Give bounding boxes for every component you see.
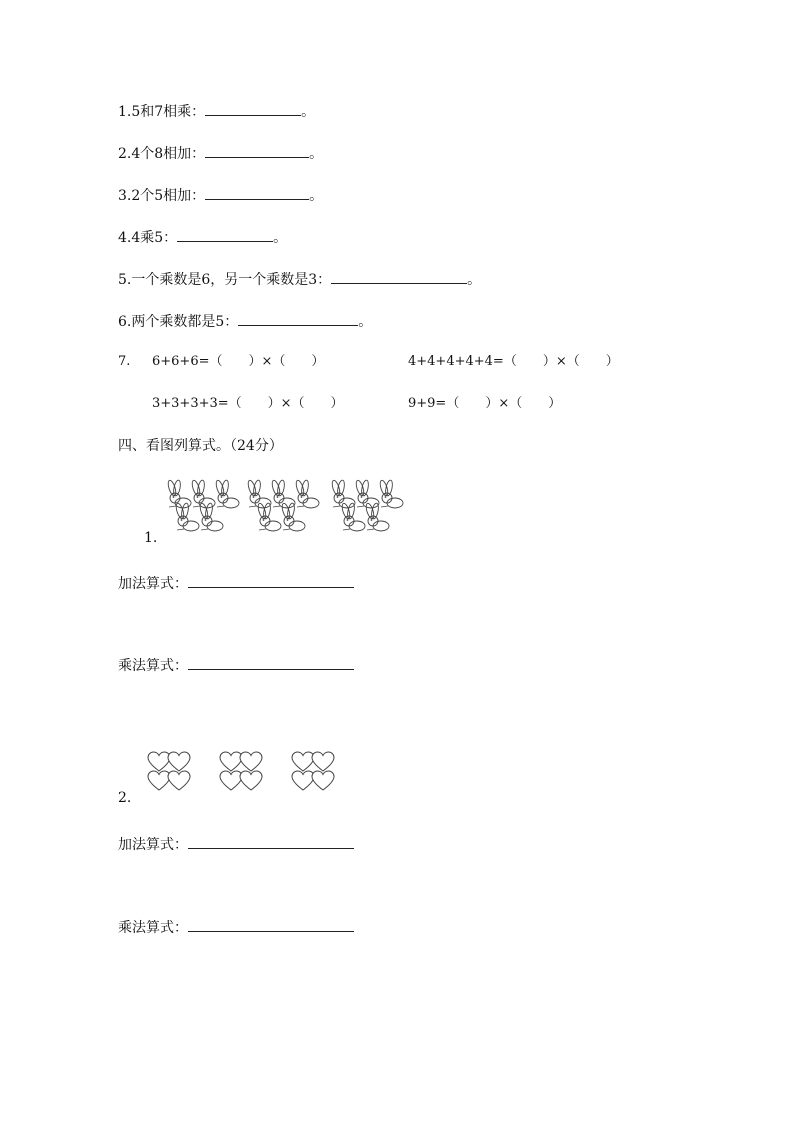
rabbit-group [331, 479, 403, 531]
heart-group [292, 752, 334, 790]
heart-icon [148, 771, 170, 790]
q7-expression: 6+6+6=（ ）×（ ） [152, 354, 325, 369]
heart-icon [148, 752, 170, 771]
heart-icon [292, 771, 314, 790]
q7-expression: 3+3+3+3=（ ）×（ ） [152, 396, 344, 411]
heart-icon [240, 752, 262, 771]
q7-expression: 9+9=（ ）×（ ） [408, 396, 562, 411]
question-3: 3.2个5相加： 。 [118, 185, 323, 206]
heart-icon [168, 771, 190, 790]
rabbit-icon [215, 479, 239, 508]
question-6: 6.两个乘数都是5： 。 [118, 311, 372, 332]
heart-icon [240, 771, 262, 790]
addition-formula-1: 加法算式： [118, 573, 354, 594]
answer-blank[interactable] [331, 269, 467, 284]
rabbit-picture [160, 484, 410, 538]
section-title: 四、看图列算式。（24分） [118, 438, 283, 454]
question-1: 1.5和7相乘： 。 [118, 101, 315, 122]
heart-icon [220, 752, 242, 771]
answer-blank[interactable] [205, 101, 301, 116]
answer-blank[interactable] [188, 655, 354, 670]
rabbit-icon [295, 479, 319, 508]
heart-icon [312, 752, 334, 771]
q7-expression: 4+4+4+4+4=（ ）×（ ） [408, 354, 619, 369]
heart-group [220, 752, 262, 790]
question-2: 2.4个8相加： 。 [118, 143, 323, 164]
addition-formula-2: 加法算式： [118, 834, 354, 855]
rabbit-group [247, 479, 319, 531]
answer-blank[interactable] [177, 227, 273, 242]
picture-2-number: 2. [118, 790, 132, 806]
multiplication-formula-2: 乘法算式： [118, 917, 354, 938]
heart-icon [312, 771, 334, 790]
rabbit-group [167, 479, 239, 531]
heart-group [148, 752, 190, 790]
answer-blank[interactable] [188, 917, 354, 932]
heart-icon [292, 752, 314, 771]
rabbit-icon [379, 479, 403, 508]
question-5: 5.一个乘数是6，另一个乘数是3： 。 [118, 269, 481, 290]
multiplication-formula-1: 乘法算式： [118, 655, 354, 676]
picture-1-number: 1. [144, 530, 158, 546]
answer-blank[interactable] [238, 311, 358, 326]
heart-picture [146, 750, 342, 796]
heart-icon [168, 752, 190, 771]
answer-blank[interactable] [188, 573, 354, 588]
heart-icon [220, 771, 242, 790]
question-4: 4.4乘5： 。 [118, 227, 287, 248]
question-7-number: 7. [118, 354, 131, 369]
answer-blank[interactable] [205, 185, 309, 200]
answer-blank[interactable] [188, 834, 354, 849]
answer-blank[interactable] [205, 143, 309, 158]
